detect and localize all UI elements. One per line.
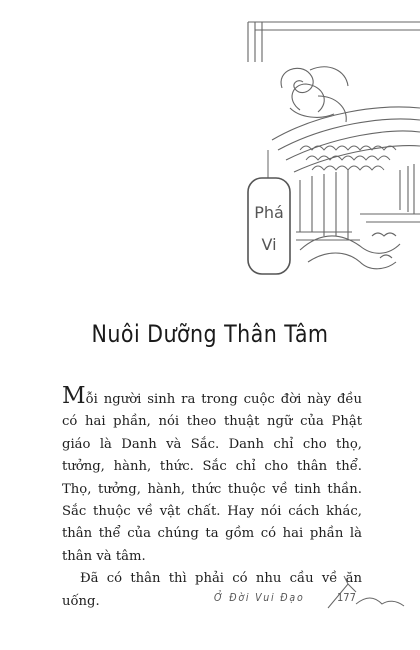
footer-book-title: Ở Đời Vui Đạo — [214, 592, 305, 604]
seal-tag-icon — [248, 150, 290, 274]
seal-text-1: Phá — [254, 203, 284, 222]
paragraph-1-text: ỗi người sinh ra trong cuộc đời này đều có hai phần, nói theo thuật ngữ của Phật giáo là Danh và Sắc. Danh chỉ cho thọ, tưởng, hành, thức. Sắc chỉ cho thân thể. Thọ, tưởng, hành, thức thuộc về tinh thần. Sắc thuộc về vật chất. Hay nói cách khác, thân thể của chúng ta gồm có hai phần là thân và tâm. — [62, 392, 362, 564]
paragraph-1 — [62, 383, 362, 568]
drop-cap: M — [62, 383, 86, 409]
chapter-title: Nuôi Dưỡng Thân Tâm — [91, 320, 329, 348]
temple-roof-illustration — [0, 0, 420, 300]
seal-text-2: Vi — [261, 235, 277, 254]
page-number: 177 — [337, 591, 356, 604]
body-text — [62, 383, 362, 613]
paragraph-2: Đã có thân thì phải có nhu cầu về ăn uống. — [62, 571, 362, 609]
swirl-ornament-icon — [281, 67, 348, 122]
